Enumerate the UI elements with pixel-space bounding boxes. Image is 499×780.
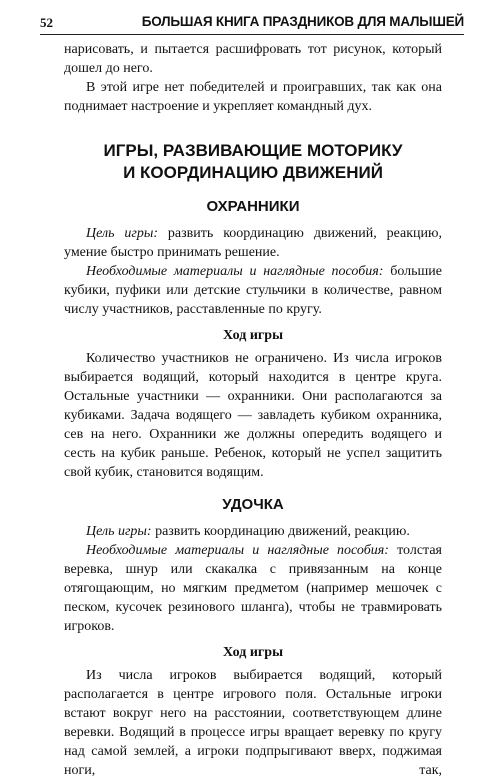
game2-materials-text: толстая веревка, шнур или скакалка с привязанным на конце отягощающим, но мягким предметом (например мешочек с песком, кусочек резинового шланга), чтобы не травмировать игроков. — [64, 543, 442, 634]
game2-howto-text: Из числа игроков выбирается водящий, который располагается в центре игрового поля. Остальные игроки встают вокруг него на расстоянии, соответствующем длине веревки. Водящий в процессе игры вращает веревку по кругу над самой землей, а игроки подпрыгивают вверх, поджимая ноги, так, — [64, 668, 442, 778]
game1-materials-text: большие кубики, пуфики или детские стульчики в количестве, равном числу участников, расставленные по кругу. — [64, 264, 443, 317]
chapter-title-line-2: И КООРДИНАЦИЮ ДВИЖЕНИЙ — [123, 163, 383, 182]
game-title-guards: ОХРАННИКИ — [206, 198, 300, 215]
game1-goal — [64, 224, 442, 262]
page-number: 52 — [40, 15, 53, 30]
intro-paragraph-1: нарисовать, и пытается расшифровать тот рисунок, который дошел до него. — [64, 42, 442, 76]
game1-howto-text: Количество участников не ограничено. Из числа игроков выбирается водящий, который находится в центре круга. Остальные участники — охранники. Они располагаются за кубиками. Задача водящего — завладеть кубиком охранника, сев на него. Охранники же должны опередить водящего и сесть на кубик раньше. Ребенок, который не успел защитить свой кубик, становится водящим. — [64, 351, 442, 480]
page-header — [40, 12, 464, 35]
game2-goal — [64, 522, 442, 541]
game2-howto-title: Ход игры — [223, 645, 283, 660]
game2-materials-label: Необходимые материалы и наглядные пособия: — [86, 543, 389, 558]
game1-goal-text: развить координацию движений, реакцию, умение быстро принимать решение. — [64, 226, 442, 260]
page-content — [64, 40, 442, 780]
game-title-fishing-rod: УДОЧКА — [222, 496, 284, 513]
running-title: БОЛЬШАЯ КНИГА ПРАЗДНИКОВ ДЛЯ МАЛЫШЕЙ — [141, 14, 464, 29]
game2-materials — [64, 541, 442, 636]
chapter-title-line-1: ИГРЫ, РАЗВИВАЮЩИЕ МОТОРИКУ — [103, 141, 403, 160]
game2-goal-label: Цель игры: — [86, 524, 152, 539]
intro-paragraph-2: В этой игре нет победителей и проигравших, так как она поднимает настроение и укрепляет командный дух. — [64, 80, 442, 114]
game2-goal-text: развить координацию движений, реакцию. — [151, 524, 410, 539]
game1-materials — [64, 262, 442, 319]
game1-goal-label: Цель игры: — [86, 226, 158, 241]
game1-howto-title: Ход игры — [223, 328, 283, 343]
game1-materials-label: Необходимые материалы и наглядные пособия: — [86, 264, 384, 279]
chapter-title — [64, 140, 442, 184]
